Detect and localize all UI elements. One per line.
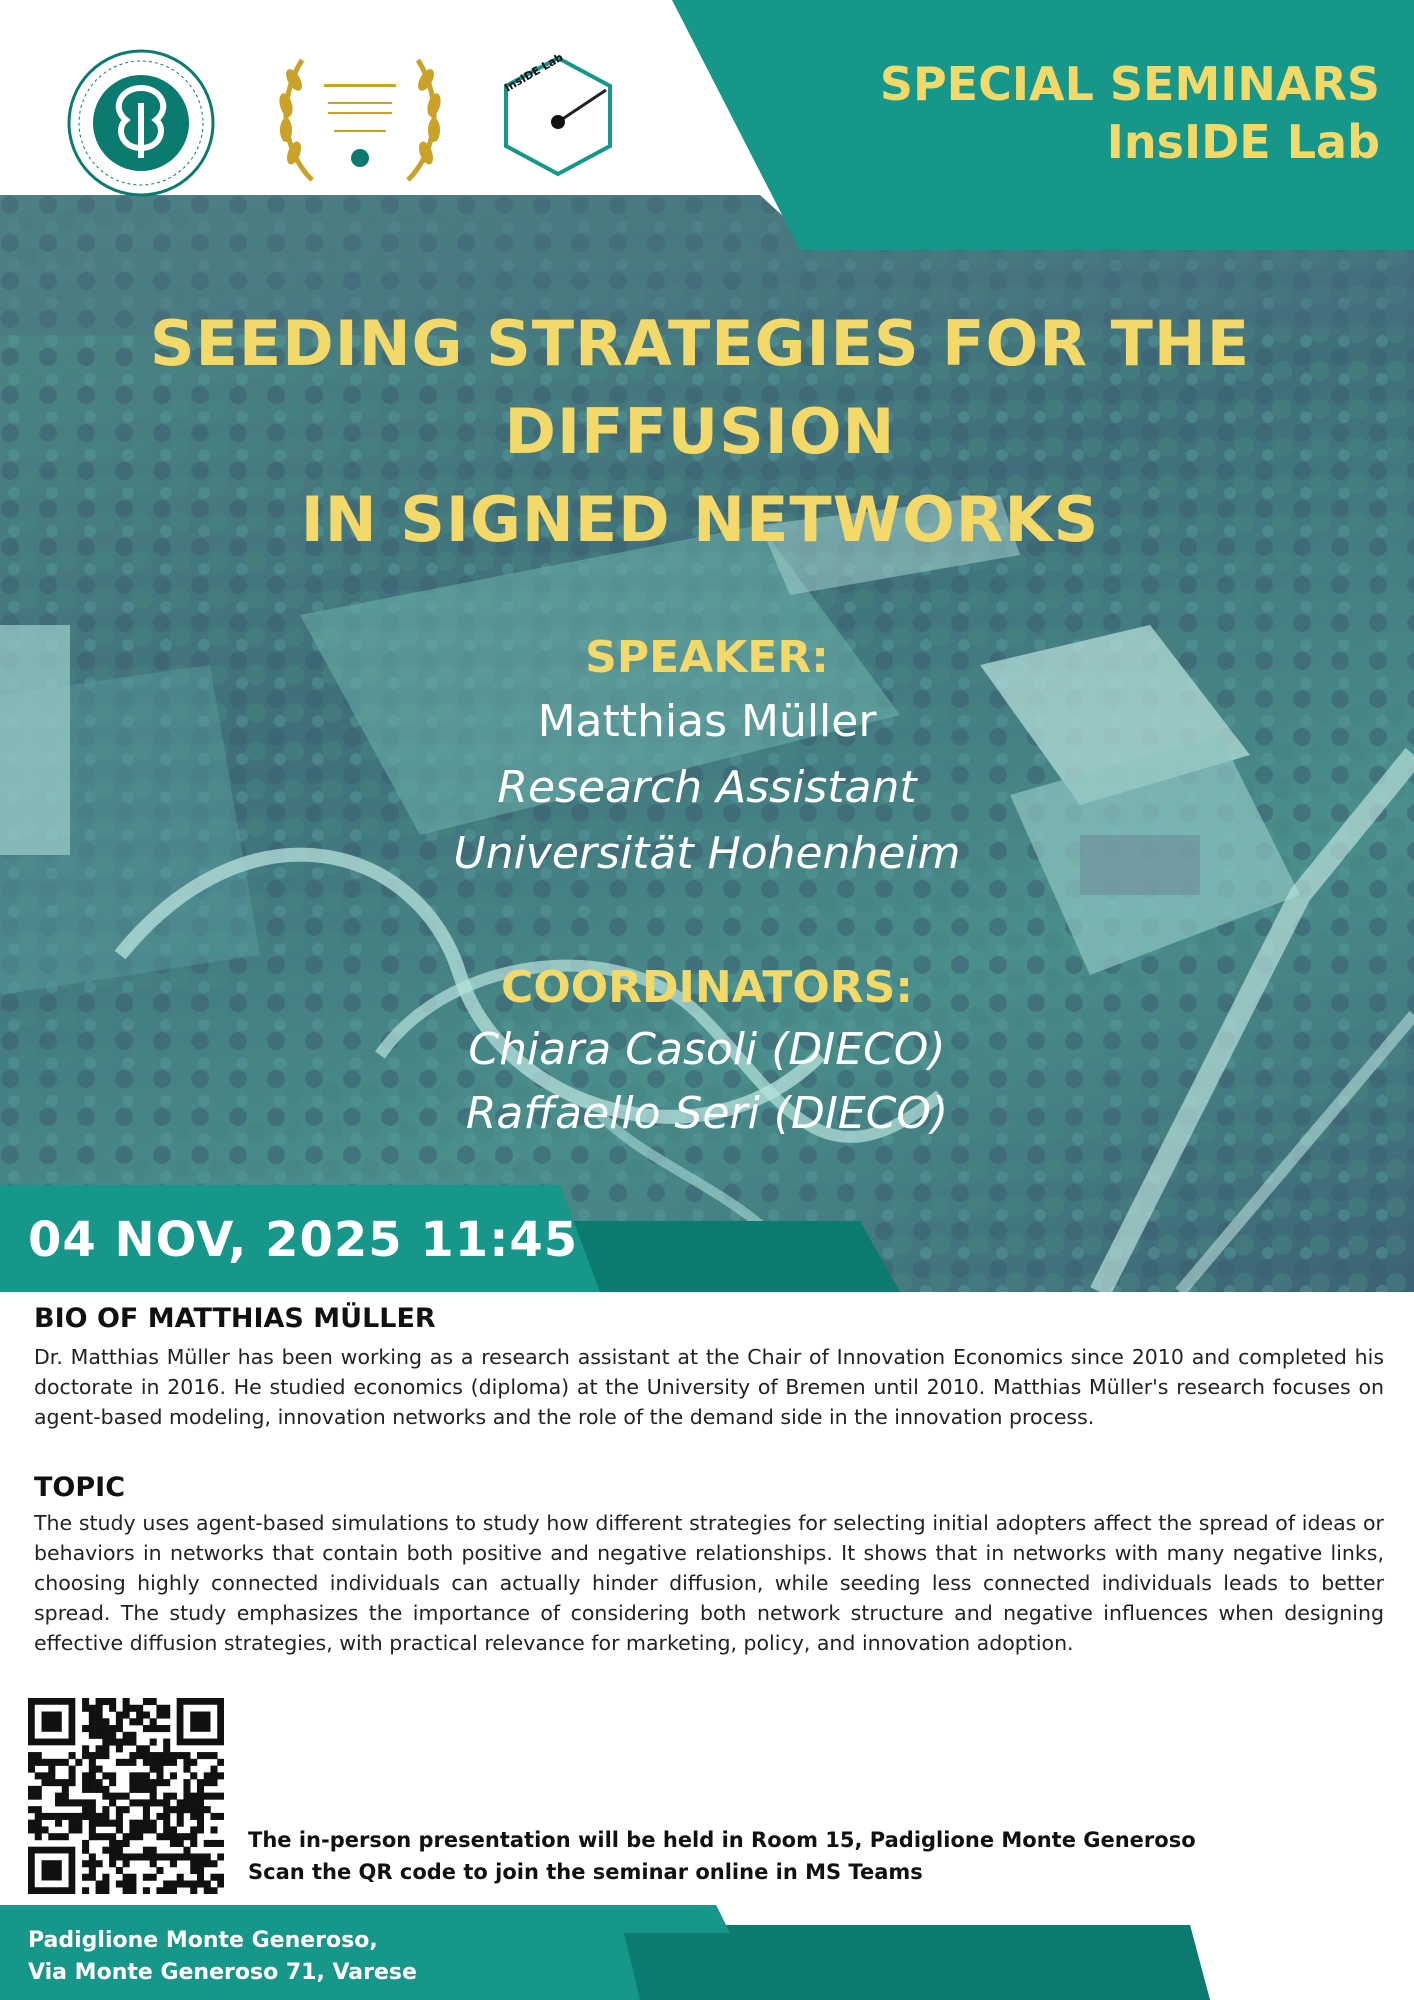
title-line-1: SEEDING STRATEGIES FOR THE bbox=[149, 307, 1251, 380]
title-line-2: DIFFUSION bbox=[504, 395, 896, 468]
seminar-title bbox=[60, 300, 1340, 564]
qr-code-icon bbox=[28, 1698, 224, 1894]
speaker-affiliation: Universität Hohenheim bbox=[453, 828, 961, 879]
topic-text: The study uses agent-based simulations to study how different strategies for selecting initial adopters affect the spread of ideas or behaviors in networks that contain both positive and negative relationships. It shows that in networks with many negative links, choosing highly connected individuals can actually hinder diffusion, while seeding less connected individuals leads to better spread. The study emphasizes the importance of considering both network structure and negative influences when designing effective diffusion strategies, with practical relevance for marketing, policy, and innovation adoption. bbox=[34, 1511, 1384, 1655]
title-line-3: IN SIGNED NETWORKS bbox=[300, 483, 1100, 556]
university-logo bbox=[66, 48, 216, 198]
in-person-note: The in-person presentation will be held in Room 15, Padiglione Monte Generoso bbox=[248, 1828, 1196, 1852]
bio-text: Dr. Matthias Müller has been working as a research assistant at the Chair of Innovation Economics since 2010 and completed his doctorate in 2016. He studied economics (diploma) at the University of Bremen until 2010. Matthias Müller's research focuses on agent-based modeling, innovation networks and the role of the demand side in the innovation process. bbox=[34, 1345, 1384, 1429]
svg-text:InsIDE Lab: InsIDE Lab bbox=[502, 50, 566, 95]
coordinator-1: Chiara Casoli (DIECO) bbox=[468, 1024, 946, 1075]
online-note: Scan the QR code to join the seminar online in MS Teams bbox=[248, 1860, 923, 1884]
department-excellence-logo bbox=[272, 40, 448, 200]
seminar-datetime: 04 NOV, 2025 11:45 bbox=[28, 1212, 579, 1268]
speaker-role: Research Assistant bbox=[497, 762, 917, 813]
speaker-label: SPEAKER: bbox=[585, 632, 829, 683]
footer-address-line1: Padiglione Monte Generoso, bbox=[28, 1928, 378, 1953]
teams-qr-code[interactable] bbox=[28, 1698, 224, 1894]
series-title-line2: InsIDE Lab bbox=[1106, 115, 1380, 169]
laurel-wreath-icon bbox=[272, 40, 448, 200]
speaker-name: Matthias Müller bbox=[537, 696, 877, 747]
bio-heading: BIO OF MATTHIAS MÜLLER bbox=[34, 1303, 436, 1334]
hexagon-logo-icon bbox=[498, 50, 618, 180]
footer-address-line2: Via Monte Generoso 71, Varese bbox=[28, 1960, 417, 1985]
topic-heading: TOPIC bbox=[34, 1472, 126, 1503]
series-title-line1: SPECIAL SEMINARS bbox=[879, 57, 1380, 111]
inside-lab-logo bbox=[498, 50, 618, 180]
coordinators-label: COORDINATORS: bbox=[501, 962, 913, 1013]
coordinator-2: Raffaello Seri (DIECO) bbox=[465, 1088, 949, 1139]
university-seal-icon bbox=[66, 48, 216, 198]
